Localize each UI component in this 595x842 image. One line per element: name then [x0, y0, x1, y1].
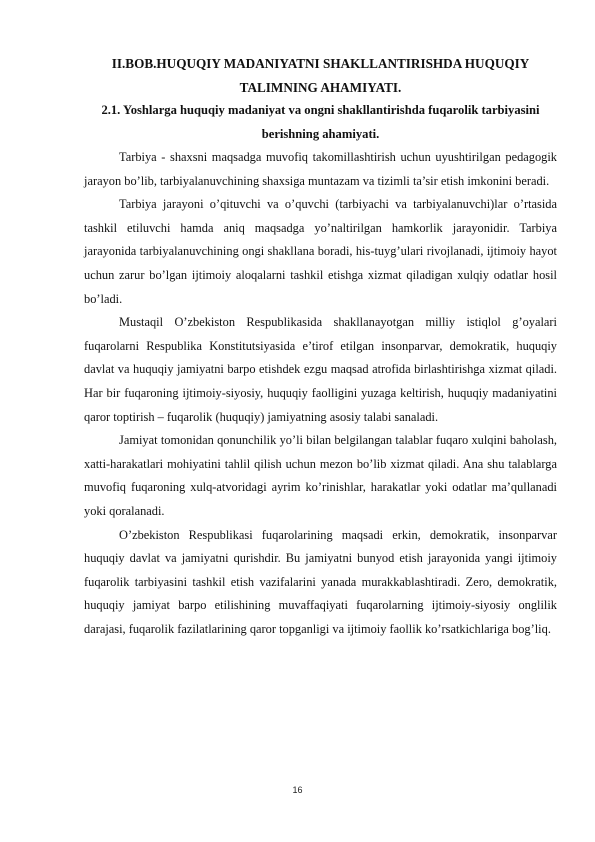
- paragraph-4: Jamiyat tomonidan qonunchilik yo’li bilan belgilangan talablar fuqaro xulqini baholash, xatti-harakatlari mohiyatini tahlil qilish uchun mezon bo’lib xizmat qiladi. Ana shu talablarga muvofiq fuqaroning xulq-atvoridagi ayrim ko’rinishlar, harakatlar yoki odatlar ma’qullanadi yoki qoralanadi.: [84, 433, 557, 518]
- document-page: [84, 52, 557, 641]
- paragraph-1: Tarbiya - shaxsni maqsadga muvofiq takomillashtirish uchun uyushtirilgan pedagogik jarayon bo’lib, tarbiyalanuvchining shaxsiga muntazam va tizimli ta’sir etish imkonini beradi.: [84, 150, 557, 188]
- paragraph-2: Tarbiya jarayoni o’qituvchi va o’quvchi (tarbiyachi va tarbiyalanuvchi)lar o’rtasida tashkil etiluvchi hamda aniq maqsadga yo’naltirilgan hamkorlik jarayonidir. Tarbiya jarayonida tarbiyalanuvchining ongi shakllana boradi, his-tuyg’ulari rivojlanadi, ijtimoiy hayot uchun zarur bo’lgan ijtimoiy aloqalarni tashkil etishga xizmat qiladigan xulqiy odatlar hosil bo’ladi.: [84, 197, 557, 306]
- chapter-title: II.BOB.HUQUQIY MADANIYATNI SHAKLLANTIRISHDA HUQUQIY TALIMNING AHAMIYATI.: [111, 56, 530, 95]
- paragraph-5: O’zbekiston Respublikasi fuqarolarining maqsadi erkin, demokratik, insonparvar huquqiy davlat va jamiyatni qurishdir. Bu jamiyatni bunyod etish jarayonida yangi ijtimoiy fuqarolik tarbiyasini tashkil etish vazifalarini yanada murakkablashtiradi. Zero, demokratik, huquqiy jamiyat barpo etilishining muvaffaqiyati fuqarolarning ijtimoiy-siyosiy onglilik darajasi, fuqarolik fazilatlarining qaror topganligi va ijtimoiy faollik ko’rsatkichlariga bog’liq.: [84, 527, 557, 636]
- page-number: 16: [292, 785, 303, 795]
- paragraph-3: Mustaqil O’zbekiston Respublikasida shakllanayotgan milliy istiqlol g’oyalari fuqarolarni Respublika Konstitutsiyasida e’tirof etilgan insonparvar, demokratik, huquqiy davlat va huquqiy jamiyatni barpo etishdek ezgu maqsad atrofida birlashtirishga xizmat qiladi. Har bir fuqaroning ijtimoiy-siyosiy, huquqiy faolligini yuzaga keltirish, huquqiy madaniyatini qaror toptirish – fuqarolik (huquqiy) jamiyatning asosiy talabi sanaladi.: [84, 315, 557, 424]
- section-title: 2.1. Yoshlarga huquqiy madaniyat va ongni shakllantirishda fuqarolik tarbiyasini berishning ahamiyati.: [101, 103, 540, 141]
